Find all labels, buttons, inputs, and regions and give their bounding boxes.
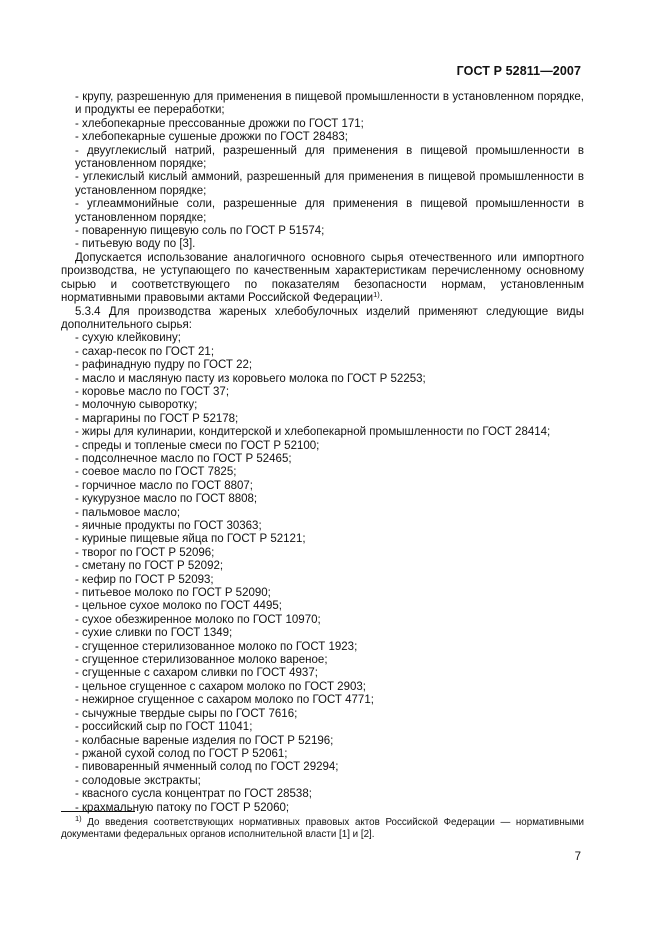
list-item: - сметану по ГОСТ Р 52092; (75, 560, 224, 573)
list-item: - поваренную пищевую соль по ГОСТ Р 51574; (75, 225, 325, 238)
list-item: - жиры для кулинарии, кондитерской и хлебопекарной промышленности по ГОСТ 28414; (75, 426, 551, 439)
list-item: - пальмовое масло; (75, 506, 181, 519)
list-item: - хлебопекарные прессованные дрожжи по ГОСТ 171; (75, 117, 364, 130)
list-item: - рафинадную пудру по ГОСТ 22; (75, 359, 253, 372)
list-item: - цельное сгущенное с сахаром молоко по ГОСТ 2903; (75, 680, 366, 693)
list-item: - сахар-песок по ГОСТ 21; (75, 345, 215, 358)
list-item: - кукурузное масло по ГОСТ 8808; (75, 493, 258, 506)
list-item: - углекислый кислый аммоний, разрешенный для применения в пищевой промышленности в установленном порядке; (75, 171, 584, 197)
additional-raw-materials-list (61, 332, 584, 815)
list-item: - крупу, разрешенную для применения в пищевой промышленности в установленном порядке, и продукты ее переработки; (75, 91, 584, 117)
list-item: - сгущенное стерилизованное молоко вареное; (75, 654, 328, 667)
list-item: - сухое обезжиренное молоко по ГОСТ 10970; (75, 613, 321, 626)
list-item: - сухую клейковину; (75, 332, 181, 345)
list-item: - кефир по ГОСТ Р 52093; (75, 573, 214, 586)
paragraph-tail: . (379, 292, 383, 305)
list-item: - соевое масло по ГОСТ 7825; (75, 466, 237, 479)
document-header: ГОСТ Р 52811—2007 (456, 64, 581, 78)
list-item: - творог по ГОСТ Р 52096; (75, 546, 215, 559)
list-item: - сычужные твердые сыры по ГОСТ 7616; (75, 707, 298, 720)
footnote (61, 814, 584, 841)
list-item: - углеаммонийные соли, разрешенные для применения в пищевой промышленности в установленном порядке; (75, 198, 584, 224)
list-item: - масло и масляную пасту из коровьего молока по ГОСТ Р 52253; (75, 372, 426, 385)
footnote-reference: 1) (373, 290, 380, 300)
list-item: - молочную сыворотку; (75, 399, 198, 412)
list-item: - нежирное сгущенное с сахаром молоко по ГОСТ 4771; (75, 694, 374, 707)
list-item: - ржаной сухой солод по ГОСТ Р 52061; (75, 747, 288, 760)
list-item: - солодовые экстракты; (75, 774, 201, 787)
list-item: - российский сыр по ГОСТ 11041; (75, 721, 253, 734)
list-item: - питьевую воду по [3]. (75, 238, 196, 251)
list-item: - колбасные вареные изделия по ГОСТ Р 52196; (75, 734, 334, 747)
clause-5-3-4: 5.3.4 Для производства жареных хлебобулочных изделий применяют следующие виды дополнительного сырья: (61, 305, 584, 331)
list-item: - сухие сливки по ГОСТ 1349; (75, 627, 233, 640)
list-item: - двууглекислый натрий, разрешенный для применения в пищевой промышленности в установленном порядке; (75, 144, 584, 171)
list-item: - спреды и топленые смеси по ГОСТ Р 52100; (75, 439, 320, 452)
main-text (61, 91, 584, 815)
analogous-raw-materials-paragraph (61, 252, 584, 306)
list-item: - подсолнечное масло по ГОСТ Р 52465; (75, 452, 292, 465)
list-item: - питьевое молоко по ГОСТ Р 52090; (75, 587, 271, 600)
list-item: - пивоваренный ячменный солод по ГОСТ 29294; (75, 761, 339, 774)
footnote-mark: 1) (75, 814, 82, 823)
list-item: - крахмальную патоку по ГОСТ Р 52060; (75, 801, 290, 814)
list-item: - маргарины по ГОСТ Р 52178; (75, 412, 239, 425)
basic-raw-materials-list (61, 91, 584, 252)
list-item: - цельное сухое молоко по ГОСТ 4495; (75, 600, 282, 613)
list-item: - квасного сусла концентрат по ГОСТ 28538; (75, 788, 312, 801)
list-item: - яичные продукты по ГОСТ 30363; (75, 520, 262, 532)
page-number: 7 (574, 851, 581, 863)
list-item: - сгущенные с сахаром сливки по ГОСТ 4937; (75, 667, 318, 680)
list-item: - горчичное масло по ГОСТ 8807; (75, 479, 253, 492)
footnote-text: До введения соответствующих нормативных правовых актов Российской Федерации — нормативными документами федеральных органов исполнительной власти [1] и [2]. (61, 817, 584, 841)
list-item: - куриные пищевые яйца по ГОСТ Р 52121; (75, 533, 306, 546)
paragraph-text: Допускается использование аналогичного основного сырья отечественного или импортного производства, не уступающего по качественным характеристикам перечисленному основному сырью и соответствующего по показателям безопасности нормам, установленным нормативными правовыми актами Российской Федерации (61, 251, 584, 305)
list-item: - хлебопекарные сушеные дрожжи по ГОСТ 28483; (75, 131, 349, 144)
list-item: - коровье масло по ГОСТ 37; (75, 385, 230, 398)
list-item: - сгущенное стерилизованное молоко по ГОСТ 1923; (75, 640, 358, 653)
footnote-separator (61, 811, 135, 812)
